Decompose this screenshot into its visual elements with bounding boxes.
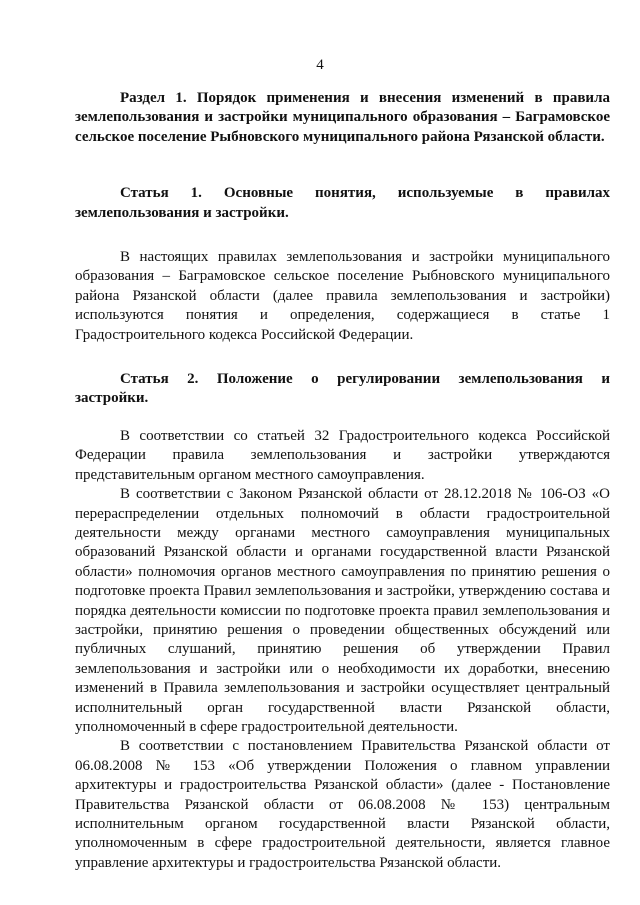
article-1-heading: Статья 1. Основные понятия, используемые в правилах землепользования и застройки. <box>75 185 610 221</box>
document-body <box>75 89 610 873</box>
article-2-heading: Статья 2. Положение о регулировании землепользования и застройки. <box>75 371 610 407</box>
article-1-paragraph: В настоящих правилах землепользования и застройки муниципального образования – Баграмовское сельское поселение Рыбновского муниципального района Рязанской области (далее правила землепользования и застройки) используются понятия и определения, содержащиеся в статье 1 Градостроительного кодекса Российской Федерации. <box>75 249 610 343</box>
article-2-paragraph-3: В соответствии с постановлением Правительства Рязанской области от 06.08.2008 № 153 «Об утверждении Положения о главном управлении архитектуры и градостроительства Рязанской области» (далее - Постановление Правительства Рязанской области от 06.08.2008 № 153) центральным исполнительным органом государственной власти Рязанской области, уполномоченным в сфере градостроительной деятельности, является главное управление архитектуры и градостроительства Рязанской области. <box>75 738 610 871</box>
page-number: 4 <box>316 57 324 73</box>
article-2-paragraph-2: В соответствии с Законом Рязанской области от 28.12.2018 № 106-ОЗ «О перераспределении отдельных полномочий в области градостроительной деятельности между органами местного самоуправления муниципальных образований Рязанской области и органами государственной власти Рязанской области» полномочия органов местного самоуправления по принятию решения о подготовке проекта Правил землепользования и застройки, утверждению состава и порядка деятельности комиссии по подготовке проекта правил землепользования и застройки, принятию решения о проведении общественных обсуждений или публичных слушаний, принятию решения об утверждении Правил землепользования и застройки или о необходимости их доработки, внесению изменений в Правила землепользования и застройки осуществляет центральный исполнительный орган государственной власти Рязанской области, уполномоченный в сфере градостроительной деятельности. <box>75 486 610 735</box>
section-heading: Раздел 1. Порядок применения и внесения изменений в правила землепользования и застройки муниципального образования – Баграмовское сельское поселение Рыбновского муниципального района Рязанской области. <box>75 90 610 145</box>
article-2-paragraph-1: В соответствии со статьей 32 Градостроительного кодекса Российской Федерации правила землепользования и застройки утверждаются представительным органом местного самоуправления. <box>75 427 610 483</box>
